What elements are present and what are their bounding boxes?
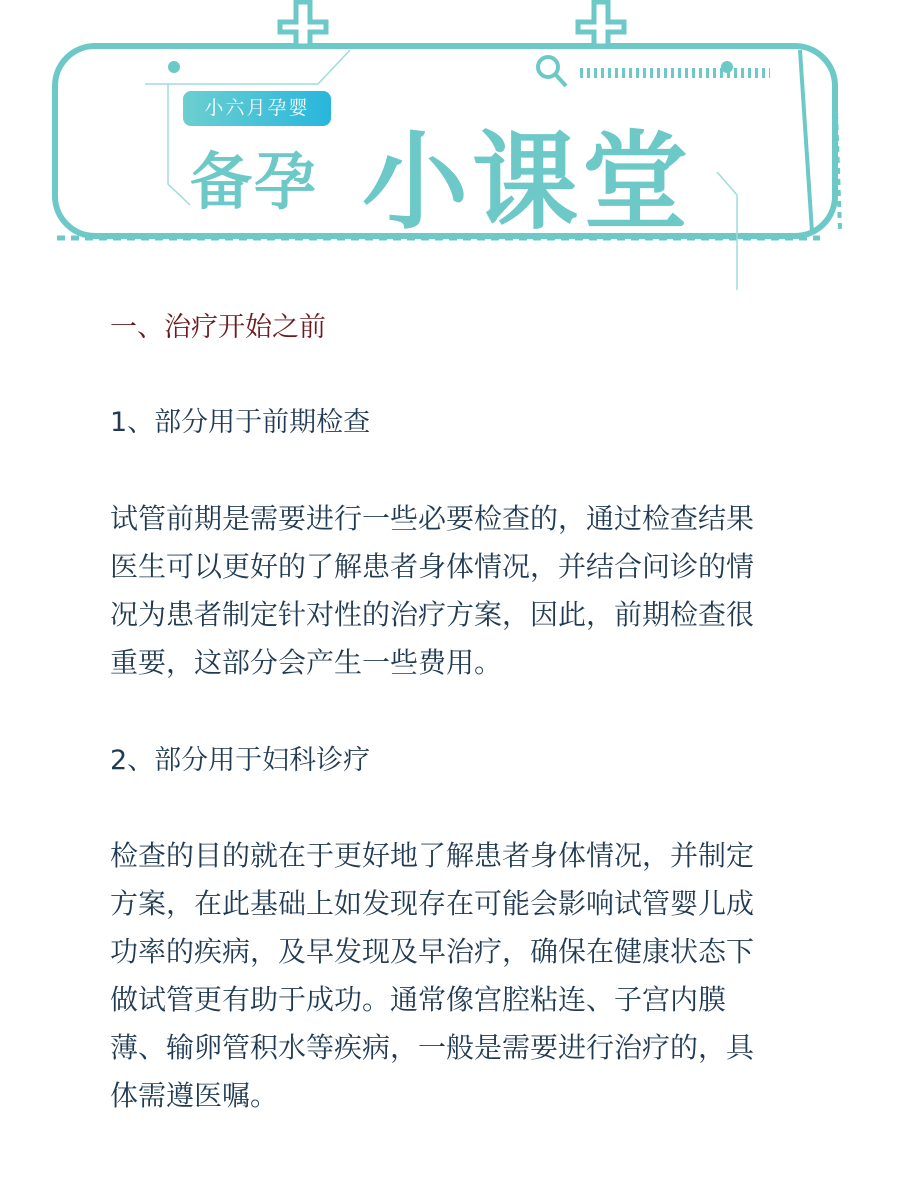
banner-subtitle: 备孕 — [190, 145, 319, 218]
paragraph-line: 体需遵医嘱。 — [110, 1079, 279, 1112]
banner-title: 小课堂 — [362, 121, 692, 244]
paragraph-line: 医生可以更好的了解患者身体情况，并结合问诊的情 — [110, 550, 755, 583]
paragraph-line: 薄、输卵管积水等疾病，一般是需要进行治疗的，具 — [110, 1031, 755, 1064]
paragraph-line: 重要，这部分会产生一些费用。 — [110, 646, 503, 679]
paragraph-line: 检查的目的就在于更好地了解患者身体情况，并制定 — [110, 839, 755, 872]
paragraph-line: 方案，在此基础上如发现存在可能会影响试管婴儿成 — [110, 887, 755, 920]
paragraph-line: 试管前期是需要进行一些必要检查的，通过检查结果 — [110, 502, 755, 535]
magnifier-icon — [538, 57, 566, 86]
item-heading: 2、部分用于妇科诊疗 — [110, 745, 371, 776]
paragraph-line: 做试管更有助于成功。通常像宫腔粘连、子宫内膜 — [110, 983, 727, 1016]
paragraph-line: 况为患者制定针对性的治疗方案，因此，前期检查很 — [110, 598, 755, 631]
section-heading: 一、治疗开始之前 — [110, 312, 326, 343]
brand-badge: 小六月孕婴 — [183, 91, 331, 126]
plus-icon — [280, 2, 624, 46]
item-heading: 1、部分用于前期检查 — [110, 407, 371, 438]
paragraph-line: 功率的疾病，及早发现及早治疗，确保在健康状态下 — [110, 935, 755, 968]
